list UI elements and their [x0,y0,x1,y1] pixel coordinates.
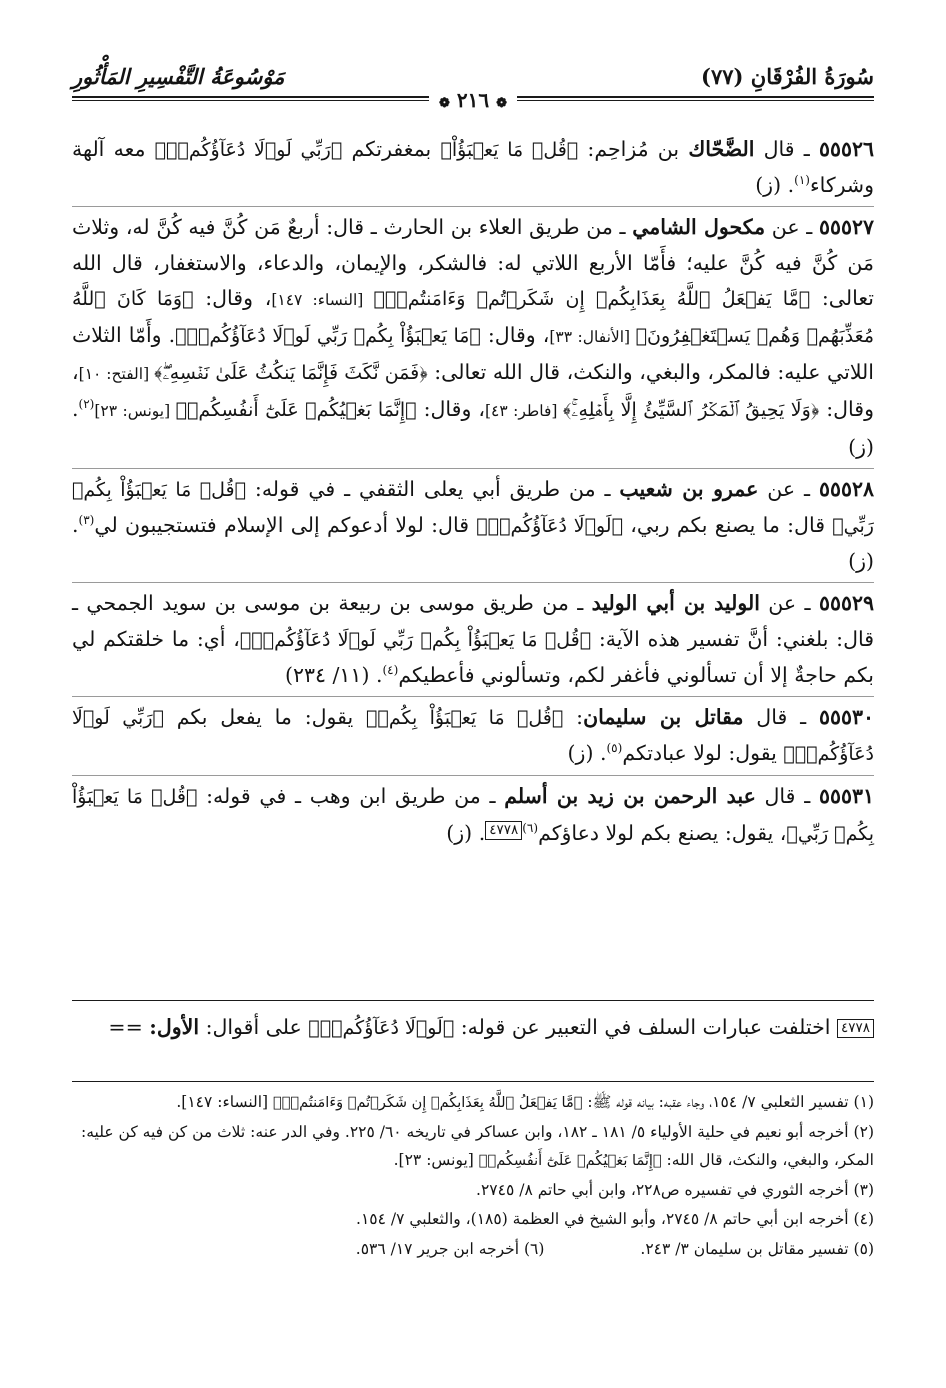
commentary-text-before: اختلفت عبارات السلف في التعبير عن قوله: [454,1015,837,1039]
footnote [72,1088,874,1118]
narration-text: معه آلهة وشركاء [72,137,874,198]
narration-number: ٥٥٥٢٧ [818,215,875,240]
narrations-body [72,132,874,852]
narration-text: ـ من طريق العلاء بن الحارث ـ قال: أربعٌ مَن كُنَّ فيه كُنَّ له، وثلاث مَن كُنَّ فيه كُنَّ عليه؛ فأَمّا الأربع اللاتي له: فالشكر، والإيمان، والدعاء، والاستغفار، قال الله تعالى: [72,215,874,310]
narration-number: ٥٥٥٣١ [818,784,874,809]
footnote-text: [النساء: ١٤٧]. [176,1093,274,1111]
quran-reference: [يونس: ٢٣] [94,402,176,421]
narration-text: قال: لولا أدعوكم إلى الإسلام فتستجيبون لي [94,513,477,538]
narration-entry [72,582,874,693]
narrator-name: الوليد بن أبي الوليد [591,591,760,616]
quran-reference: [الفتح: ١٠] [78,365,155,384]
narrator-name: عبد الرحمن بن زيد بن أسلم [504,784,756,809]
narration-text: ، يقول: يصنع بكم لولا دعاؤكم [538,820,787,845]
commentary-separator [72,1000,874,1001]
footnote-ref: (٣) [78,513,95,528]
narration-text: . (ز) [567,741,607,766]
narration-text: ـ قال [743,705,819,730]
footnote-quran: ﴿إِنَّمَا بَغۡيُكُمۡ عَلَىٰٓ أَنفُسِكُمۖ﴾ [478,1153,662,1169]
footnote [72,1205,874,1235]
quran-quote: ﴿مَّا يَفۡعَلُ ٱللَّهُ بِعَذَابِكُمۡ إِن شَكَرۡتُمۡ وَءَامَنتُمۡۚ﴾ [373,287,811,310]
narration-text: ـ من طريق ابن وهب ـ في قوله: [197,784,505,809]
quran-quote: ﴿قُلۡ مَا يَعۡبَؤُاْ بِكُمۡ رَبِّي لَوۡلَا دُعَآؤُكُمۡۖ﴾ [239,628,592,651]
footnote-pair-row [72,1235,874,1264]
footnote-quran: ﴿مَّا يَفۡعَلُ ٱللَّهُ بِعَذَابِكُمۡ إِن شَكَرۡتُمۡ وَءَامَنتُمۡۚ﴾ [273,1095,583,1111]
footnote-ref: (٦) [522,820,539,835]
commentary-bold-word: الأول: [149,1015,200,1039]
narrator-name: الضَّحّاك [688,137,755,161]
narration-text: ، وقال: [416,397,485,422]
book-title: مَوْسُوعَةُ التَّفْسِيرِ المَأْثُورِ [72,64,285,89]
ornament-icon: ❁ [496,96,507,111]
quran-quote: ﴿مَا يَعۡبَؤُاْ بِكُمۡ رَبِّي لَوۡلَا دُعَآؤُكُمۡۖ﴾ [175,325,481,348]
narration-text: . (ز) [72,513,874,574]
quran-quote: ﴿قُلۡ مَا يَعۡبَؤُاْ بِكُمۡ﴾ [366,707,564,730]
narration-text: يقول: لولا عبادتكم [622,741,784,766]
narration-text: . وأَمّا الثلاث اللاتي عليه: فالمكر، والبغي، والنكث، قال الله تعالى: [72,323,874,385]
ornament-icon: ❁ [439,96,450,111]
narration-text: . (١١/ ٢٣٤) [284,662,383,687]
narration-text: بن مُزاحِم: [578,137,689,161]
quran-quote: ﴿فَمَن نَّكَثَ فَإِنَّمَا يَنكُثُ عَلَىٰ نَفۡسِهِۦۖ﴾ [154,362,428,385]
commentary-quran: ﴿لَوۡلَا دُعَآؤُكُمۡۖ﴾ [308,1017,455,1039]
commentary-ref-box: ٤٧٧٨ [485,821,522,840]
footnote-text: أخرجه الثوري في تفسيره ص٢٢٨، وابن أبي حاتم ٨/ ٢٧٤٥. [476,1180,854,1199]
footnotes [72,1088,874,1263]
commentary-text-after: على أقوال: [199,1015,309,1039]
footnote-ref: (٤) [382,663,399,678]
narration-text: ـ عن [759,591,819,616]
narration-entry [72,468,874,580]
narration-number: ٥٥٥٣٠ [818,705,875,730]
narration-text: ـ قال [755,784,819,809]
footnote-ref: (١) [794,173,810,188]
narration-text: ـ قال [754,137,819,161]
narration-entry [72,132,874,203]
narration-text: . (ز) [72,397,874,459]
commentary-continuation: == [108,1015,150,1039]
footnote-text: أخرجه أبو نعيم في حلية الأولياء ٥/ ١٨١ ـ ١٨٢، وابن عساكر في تاريخه ٦٠/ ٢٢٥. وفي الدر عنه: ثلاث من كن فيه كن عليه: المكر، والبغي، والنكث، قال الله: [81,1122,874,1169]
narration-text: ، وقال: [480,323,550,348]
narration-text: . (ز) [755,173,795,198]
footnote-text: أخرجه ابن أبي حاتم ٨/ ٢٧٤٥، وأبو الشيخ في العظمة (١٨٥)، والثعلبي ٧/ ١٥٤. [356,1210,854,1228]
footnote-gap [544,1235,640,1264]
narration-text: ، وقال: [72,360,875,422]
footnote-6: (٦) أخرجه ابن جرير ١٧/ ٥٣٦. [355,1239,545,1258]
commentary-note [36,1010,874,1046]
narrator-name: عمرو بن شعيب [619,476,759,501]
page-number: ٢١٦ [456,88,490,112]
footnote-separator [72,1081,874,1082]
narration-number: ٥٥٥٢٨ [818,476,874,501]
quran-quote: ﴿رَبِّي لَوۡلَا دُعَآؤُكُمۡۖ﴾ [72,707,874,766]
narrator-name: مكحول الشامي [632,215,766,240]
narration-text: ـ عن [765,215,819,240]
quran-quote: ﴿قُلۡ مَا يَعۡبَؤُاْ﴾ [440,139,579,161]
quran-reference: [فاطر: ٤٣] [484,402,563,421]
footnote-list [72,1088,874,1235]
quran-quote: ﴿وَلَا يَحِيقُ ٱلۡمَكۡرُ ٱلسَّيِّئُ إِلَّا بِأَهۡلِهِۦۚ﴾ [562,399,820,422]
footnote [72,1118,874,1176]
quran-reference: [الأنفال: ٣٣] [549,328,636,347]
narration-text: قال: ما يصنع بكم ربي، [622,513,833,538]
quran-quote: ﴿قُلۡ مَا يَعۡبَؤُاْ بِكُمۡ رَبِّي﴾ [72,478,874,538]
narration-text: يقول: ما يفعل بكم [163,705,367,730]
narration-text: . (ز) [446,820,486,845]
footnote-number: (١) [853,1093,874,1111]
narration-text: : [563,705,584,730]
footnote-ref: (٢) [78,397,95,412]
narration-text: ـ من طريق موسى بن ربيعة بن موسى بن سويد الجمحي ـ قال: بلغني: أنَّ تفسير هذه الآية: [72,591,875,651]
footnote-ref: (٥) [606,741,623,756]
footnote-5: (٥) تفسير مقاتل بن سليمان ٣/ ٢٤٣. [640,1239,874,1258]
footnote-number: (٢) [853,1122,874,1141]
narration-text: ، وقال: [193,285,272,310]
narration-text: ـ من طريق أبي يعلى الثقفي ـ في قوله: [246,476,620,501]
footnote-number: (٤) [853,1210,874,1228]
commentary-number-box: ٤٧٧٨ [837,1019,874,1038]
quran-quote: ﴿رَبِّي لَوۡلَا دُعَآؤُكُمۡۖ﴾ [154,139,343,161]
narration-number: ٥٥٥٢٩ [818,591,874,616]
narration-text: ، أي: ما خلقتكم لي بكم حاجةٌ إلا أن تسألوني فأغفر لكم، وتسألوني فأعطيكم [72,626,874,687]
quran-reference: [النساء: ١٤٧] [271,290,374,309]
quran-quote: ﴿وَمَا كَانَ ٱللَّهُ مُعَذِّبَهُمۡ وَهُمۡ يَسۡتَغۡفِرُونَ﴾ [72,287,875,348]
narration-text: ـ عن [758,476,819,501]
footnote-text: [يونس: ٢٣]. [393,1151,479,1169]
narration-text: بمغفرتكم [342,137,441,161]
narration-entry [72,206,874,464]
narration-entry [72,775,874,851]
narration-number: ٥٥٥٢٦ [818,137,875,161]
footnote [72,1176,874,1206]
page-number-ornament [429,88,517,112]
narration-entry [72,696,874,772]
surah-title: سُورَةُ الفُرْقَانِ (٧٧) [701,64,874,89]
footnote-text: تفسير الثعلبي ٧/ ١٥٤، وجاء عقبه: بيانه قوله ﷺ: [582,1093,854,1111]
quran-quote: ﴿إِنَّمَا بَغۡيُكُمۡ عَلَىٰٓ أَنفُسِكُمۖ﴾ [175,399,417,422]
narrator-name: مقاتل بن سليمان [583,705,744,730]
quran-quote: ﴿قُلۡ مَا يَعۡبَؤُاْ بِكُمۡ رَبِّي﴾ [72,786,874,845]
footnote-number: (٣) [853,1180,874,1199]
quran-quote: ﴿لَوۡلَا دُعَآؤُكُمۡۖ﴾ [476,515,623,538]
